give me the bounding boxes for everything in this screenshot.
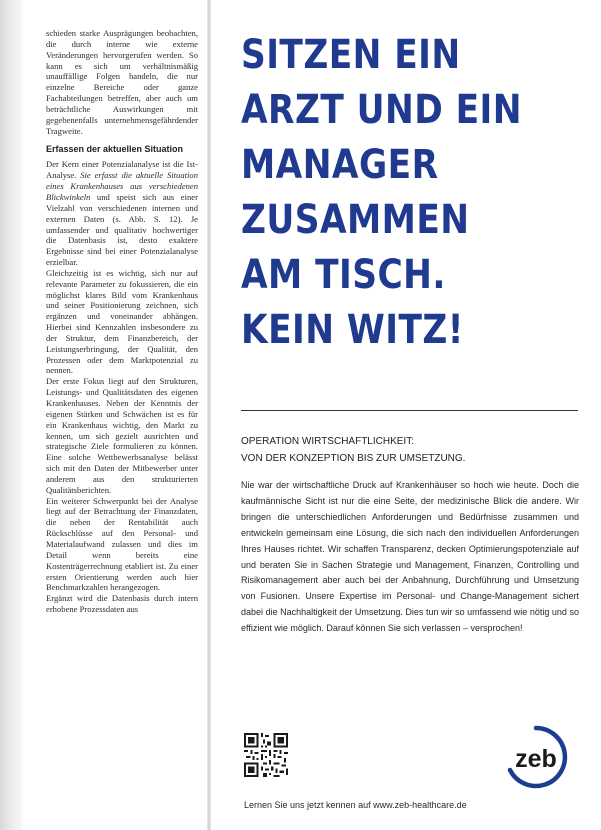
ad-subheading [241, 433, 581, 467]
qr-code[interactable] [244, 733, 288, 777]
headline-line: AM TISCH. [241, 252, 446, 298]
ad-footer-link[interactable]: Lernen Sie uns jetzt kennen auf www.zeb-healthcare.de [244, 800, 467, 810]
article-paragraph-4: Ein weiterer Schwerpunkt bei der Analyse liegt auf der Betrachtung der Finanzdaten, die neben der Rentabilität auch Rückschlüsse auf den Personal- und Materialaufwand zulassen und dies im Detail wenn bereits eine Kostenträgerrechnung etabliert ist. Zu einer ersten Orientierung werden auch hier Benchmarkzahlen herangezogen. [46, 495, 198, 593]
article-intro: schieden starke Ausprägungen beobachten, die durch interne wie externe Veränderungen hervorgerufen werden. So kann es sich um verhältnismäßig unauffällige Folgen handeln, die nur einzelne Bereiche oder ganze Fachabteilungen betreffen, aber auch um beträchtliche Auswirkungen mit gegebenenfalls unternehmensgefährdender Tragweite. [46, 28, 198, 136]
zeb-logo [501, 722, 571, 792]
section-heading: Erfassen der aktuellen Situation [46, 144, 184, 155]
subheading-line-2: VON DER KONZEPTION BIS ZUR UMSETZUNG. [241, 453, 466, 464]
article-paragraph-5: Ergänzt wird die Datenbasis durch intern erhobene Prozessdaten aus [46, 593, 198, 615]
binding-shadow [0, 0, 22, 830]
paragraph-1-rest: und speist sich aus einer Vielzahl von verschiedenen internen und externen Daten (s. Abb. S. 12). Je umfassender und qualitativ hochwertiger die Datenbasis ist, desto exaktere Ergebnisse sind bei einer Potenzialanalyse erzielbar. [46, 191, 198, 268]
headline-line: KEIN WITZ! [241, 307, 464, 353]
paragraph-1-italic: Sie erfasst die aktuelle Situation eines Krankenhauses aus verschiedenen Blickwinkeln [46, 170, 198, 202]
article-paragraph-2: Gleichzeitig ist es wichtig, sich nur auf relevante Parameter zu fokussieren, die ein möglichst klares Bild vom Krankenhaus und seiner Positionierung zeichnen, sich ergänzen und voneinander abhängen. Hierbei sind Kennzahlen insbesondere zu der Struktur, dem Finanzbereich, der Leistungserbringung, der Qualität, den Prozessen oder dem Marktpotenzial zu nennen. [46, 267, 198, 376]
article-column [46, 28, 198, 828]
article-paragraph-3: Der erste Fokus liegt auf den Strukturen, Leistungs- und Qualitätsdaten des eigenen Krankenhauses. Neben der Kenntnis der eigenen Stärken und Schwächen ist es für ein Krankenhaus wichtig, den Markt zu kennen, um sich gezielt ausrichten und strategische Ziele formulieren zu können. Eine solche Wettbewerbsanalyse belässt sich mit den Daten der Mitbewerber unter anderem aus den strukturierten Qualitätsberichten. [46, 376, 198, 495]
paragraph-1-prefix: Der Kern einer Potenzialanalyse ist die Ist-Analyse. [46, 159, 198, 181]
subheading-line-1: OPERATION WIRTSCHAFTLICHKEIT: [241, 436, 414, 447]
headline-line: SITZEN EIN [241, 32, 461, 78]
headline-line: ARZT UND EIN [241, 87, 523, 133]
ad-body-text: Nie war der wirtschaftliche Druck auf Krankenhäuser so hoch wie heute. Doch die kaufmännische Sicht ist nur die eine Seite, der medizinische Blick die andere. Wir bringen die unterschiedlichen Anforderungen und Bedürfnisse zusammen und entwickeln gemeinsam eine Lösung, die sich nach den individuellen Anforderungen Ihres Hauses richtet. Wir schaffen Transparenz, decken Optimierungspotenziale auf und beraten Sie in Sachen Strategie und Management, Finanzen, Controlling und Risikomanagement aber auch bei der Anbahnung, Durchführung und Umsetzung von Fusionen. Unsere Expertise im Personal- und Change-Management sichert dabei die Nachhaltigkeit der Umsetzung. Dies tun wir so umfassend wie nötig und so effizient wie möglich. Darauf können Sie sich verlassen – versprochen! [241, 480, 579, 634]
logo-text: zeb [515, 745, 557, 773]
ad-headline [241, 28, 542, 358]
divider [241, 410, 578, 411]
article-paragraph-1 [46, 159, 198, 267]
headline-line: MANAGER [241, 142, 439, 188]
headline-line: ZUSAMMEN [241, 197, 470, 243]
advertisement [211, 0, 601, 830]
